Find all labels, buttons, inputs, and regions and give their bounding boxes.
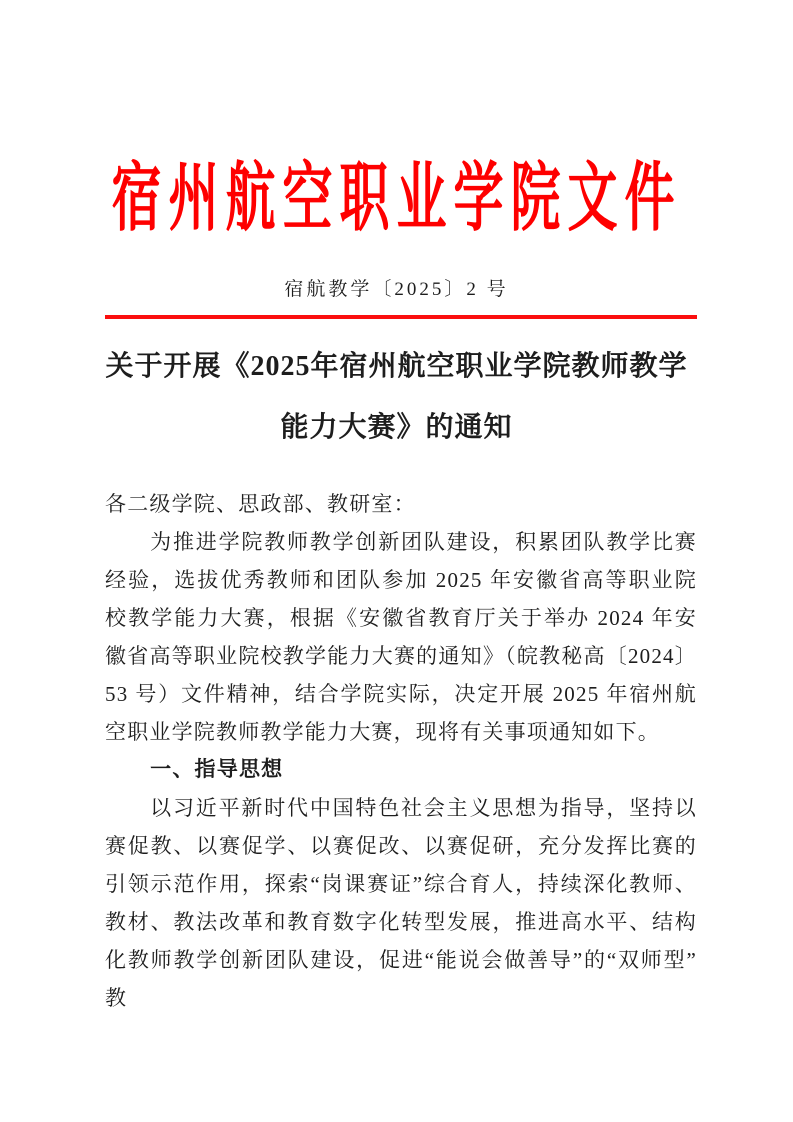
masthead-title: 宿州航空职业学院文件 xyxy=(111,156,682,240)
red-divider-line xyxy=(105,315,697,319)
document-title xyxy=(0,336,793,458)
paragraph-introduction: 为推进学院教师教学创新团队建设，积累团队教学比赛经验，选拔优秀教师和团队参加 2025 年安徽省高等职业院校教学能力大赛，根据《安徽省教育厅关于举办 2024 年安徽省高等职业院校教学能力大赛的通知》（皖教秘高〔2024〕53 号）文件精神，结合学院实际，决定开展 2025 年宿州航空职业学院教师教学能力大赛，现将有关事项通知如下。 xyxy=(105,530,697,744)
document-number: 宿航教学〔2025〕2 号 xyxy=(284,279,509,300)
paragraph-guiding-ideology: 以习近平新时代中国特色社会主义思想为指导，坚持以赛促教、以赛促学、以赛促改、以赛促研，充分发挥比赛的引领示范作用，探索“岗课赛证”综合育人，持续深化教师、教材、教法改革和教育数字化转型发展，推进高水平、结构化教师教学创新团队建设，促进“能说会做善导”的“双师型”教 xyxy=(105,796,697,1010)
section-heading-guiding-ideology: 一、指导思想 xyxy=(150,758,284,781)
document-title-line-2: 能力大赛》的通知 xyxy=(280,412,513,443)
document-body xyxy=(105,485,697,1017)
salutation: 各二级学院、思政部、教研室： xyxy=(105,492,416,516)
document-title-line-1: 关于开展《2025年宿州航空职业学院教师教学 xyxy=(105,351,688,382)
